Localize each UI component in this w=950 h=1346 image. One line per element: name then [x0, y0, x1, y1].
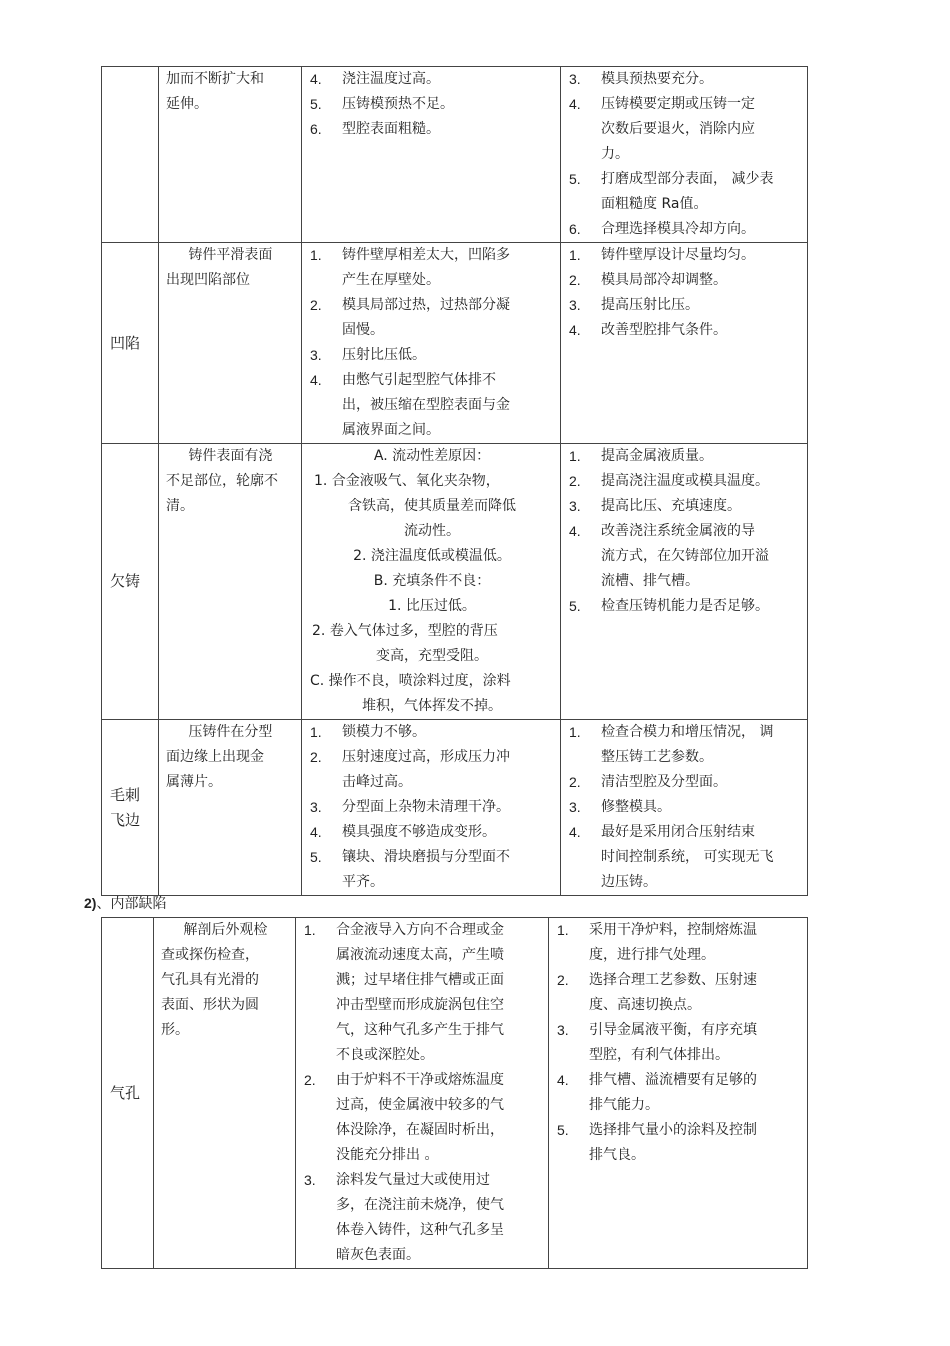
item-number: 5.: [569, 171, 581, 187]
item-number: 1.: [304, 922, 316, 938]
list-item: [310, 368, 554, 443]
list-item: [569, 820, 801, 895]
causes-line: 1. 比压过低。: [388, 598, 476, 614]
defect-description: [154, 918, 295, 1043]
item-line: 边压铸。: [601, 874, 657, 890]
causes-cell: [302, 720, 561, 896]
list-item: [569, 469, 801, 494]
list-item: [310, 343, 554, 368]
item-text: [342, 720, 554, 745]
solutions-cell: [561, 243, 808, 444]
item-line: 气，这种气孔多产生于排气: [336, 1022, 504, 1038]
item-number: 3.: [310, 347, 322, 363]
item-line: 模具强度不够造成变形。: [342, 824, 496, 840]
item-number: 1.: [310, 247, 322, 263]
item-line: 模具局部过热，过热部分凝: [342, 297, 510, 313]
item-number: 5.: [310, 849, 322, 865]
item-line: 暗灰色表面。: [336, 1247, 420, 1263]
item-text: [336, 1168, 542, 1268]
description-line: 形。: [161, 1022, 189, 1038]
item-text: [589, 968, 801, 1018]
list-item: [310, 820, 554, 845]
item-line: 合金液导入方向不合理或金: [336, 922, 504, 938]
item-line: 不良或深腔处。: [336, 1047, 434, 1063]
item-number: 5.: [557, 1122, 569, 1138]
description-line: 铸件平滑表面: [188, 247, 273, 263]
defect-description-cell: [159, 243, 302, 444]
list-item: [304, 1168, 542, 1268]
list-item: [310, 795, 554, 820]
causes-line: 变高，充型受阻。: [376, 648, 488, 664]
item-line: 体没除净，在凝固时析出，: [336, 1122, 504, 1138]
item-line: 属液界面之间。: [342, 422, 440, 438]
table-row: [102, 243, 808, 444]
numbered-list: [302, 243, 560, 443]
item-line: 由憋气引起型腔气体排不: [342, 372, 496, 388]
item-text: [601, 318, 801, 343]
list-item: [569, 770, 801, 795]
defect-name-cell: [102, 918, 154, 1269]
list-item: [569, 67, 801, 92]
list-item: [569, 494, 801, 519]
item-text: [342, 117, 554, 142]
defect-name: 气孔: [110, 1083, 141, 1102]
defect-description: [159, 67, 301, 117]
description-line: 气孔具有光滑的: [161, 972, 259, 988]
item-number: 3.: [569, 498, 581, 514]
description-line: 不足部位，轮廓不: [166, 473, 278, 489]
item-number: 6.: [569, 221, 581, 237]
item-number: 5.: [310, 96, 322, 112]
item-line: 最好是采用闭合压射结束: [601, 824, 755, 840]
item-text: [342, 67, 554, 92]
solutions-cell: [549, 918, 808, 1269]
item-line: 锁模力不够。: [342, 724, 426, 740]
item-line: 固慢。: [342, 322, 384, 338]
defect-description-cell: [159, 67, 302, 243]
item-text: [342, 368, 554, 443]
item-line: 流方式，在欠铸部位加开溢: [601, 548, 769, 564]
numbered-list: [561, 720, 807, 895]
item-text: [342, 92, 554, 117]
list-item: [310, 845, 554, 895]
item-text: [601, 67, 801, 92]
list-item: [310, 67, 554, 92]
list-item: [304, 918, 542, 1068]
causes-cell: [302, 444, 561, 720]
defect-name: 毛刺: [110, 785, 141, 804]
item-line: 分型面上杂物未清理干净。: [342, 799, 510, 815]
defect-description-cell: [159, 720, 302, 896]
causes-line: 2. 浇注温度低或模温低。: [353, 548, 511, 564]
defect-description-cell: [159, 444, 302, 720]
item-text: [601, 720, 801, 770]
item-text: [342, 795, 554, 820]
item-text: [601, 469, 801, 494]
item-text: [589, 1018, 801, 1068]
list-item: [569, 268, 801, 293]
list-item: [569, 243, 801, 268]
defects-table-internal: [101, 917, 808, 1269]
list-item: [569, 594, 801, 619]
item-number: 3.: [557, 1022, 569, 1038]
item-text: [336, 918, 542, 1068]
item-line: 度、高速切换点。: [589, 997, 701, 1013]
item-line: 模具预热要充分。: [601, 71, 713, 87]
item-number: 2.: [569, 774, 581, 790]
item-line: 体卷入铸件，这种气孔多呈: [336, 1222, 504, 1238]
item-text: [589, 918, 801, 968]
item-number: 4.: [557, 1072, 569, 1088]
causes-text: [302, 444, 560, 719]
item-text: [601, 217, 801, 242]
item-text: [601, 293, 801, 318]
item-line: 选择排气量小的涂料及控制: [589, 1122, 757, 1138]
numbered-list: [549, 918, 807, 1168]
item-text: [601, 820, 801, 895]
item-number: 2.: [310, 749, 322, 765]
list-item: [557, 968, 801, 1018]
defect-name-cell: [102, 67, 159, 243]
item-text: [601, 243, 801, 268]
defect-name: 凹陷: [110, 333, 141, 352]
list-item: [310, 117, 554, 142]
item-number: 1.: [569, 247, 581, 263]
list-item: [310, 92, 554, 117]
description-line: 加而不断扩大和: [166, 71, 264, 87]
item-number: 1.: [310, 724, 322, 740]
item-line: 溅；过早堵住排气槽或正面: [336, 972, 504, 988]
item-text: [601, 494, 801, 519]
item-line: 检查压铸机能力是否足够。: [601, 598, 769, 614]
item-line: 排气良。: [589, 1147, 645, 1163]
item-number: 3.: [310, 799, 322, 815]
list-item: [557, 918, 801, 968]
description-line: 清。: [166, 498, 194, 514]
list-item: [569, 92, 801, 167]
item-text: [601, 594, 801, 619]
item-line: 涂料发气量过大或使用过: [336, 1172, 490, 1188]
item-line: 出，被压缩在型腔表面与金: [342, 397, 510, 413]
causes-cell: [296, 918, 549, 1269]
numbered-list: [561, 444, 807, 619]
item-line: 面粗糙度 Ra值。: [601, 196, 708, 212]
item-line: 采用干净炉料，控制熔炼温: [589, 922, 757, 938]
item-number: 2.: [569, 272, 581, 288]
list-item: [569, 720, 801, 770]
item-line: 排气能力。: [589, 1097, 659, 1113]
causes-line: C. 操作不良，喷涂料过度，涂料: [310, 673, 511, 689]
item-number: 2.: [569, 473, 581, 489]
item-text: [601, 167, 801, 217]
defects-table-surface: [101, 66, 808, 896]
description-line: 压铸件在分型: [188, 724, 273, 740]
defect-name: 欠铸: [110, 572, 141, 590]
item-number: 4.: [569, 322, 581, 338]
table-row: [102, 67, 808, 243]
defect-description: [159, 720, 301, 795]
item-number: 3.: [569, 297, 581, 313]
list-item: [557, 1068, 801, 1118]
list-item: [569, 519, 801, 594]
item-line: 选择合理工艺参数、压射速: [589, 972, 757, 988]
causes-line: 流动性。: [404, 523, 460, 539]
item-line: 提高压射比压。: [601, 297, 699, 313]
table-row: [102, 918, 808, 1269]
item-line: 流槽、排气槽。: [601, 573, 699, 589]
item-line: 提高金属液质量。: [601, 448, 713, 464]
item-number: 1.: [569, 448, 581, 464]
item-line: 检查合模力和增压情况， 调: [601, 724, 774, 740]
item-number: 3.: [569, 71, 581, 87]
item-line: 排气槽、溢流槽要有足够的: [589, 1072, 757, 1088]
item-line: 提高浇注温度或模具温度。: [601, 473, 769, 489]
item-number: 4.: [569, 824, 581, 840]
defect-description: [159, 444, 301, 519]
defect-name-cell: [102, 243, 159, 444]
list-item: [569, 167, 801, 217]
list-item: [569, 795, 801, 820]
item-number: 3.: [569, 799, 581, 815]
list-item: [310, 745, 554, 795]
item-number: 4.: [569, 523, 581, 539]
item-number: 2.: [310, 297, 322, 313]
item-line: 属液流动速度太高，产生喷: [336, 947, 504, 963]
item-number: 2.: [304, 1072, 316, 1088]
item-line: 压铸模预热不足。: [342, 96, 454, 112]
item-line: 模具局部冷却调整。: [601, 272, 727, 288]
item-line: 平齐。: [342, 874, 384, 890]
list-item: [569, 217, 801, 242]
numbered-list: [296, 918, 548, 1268]
item-number: 1.: [569, 724, 581, 740]
item-line: 压铸模要定期或压铸一定: [601, 96, 755, 112]
table-row: [102, 444, 808, 720]
item-line: 度，进行排气处理。: [589, 947, 715, 963]
defect-name: 飞边: [110, 810, 141, 829]
item-number: 4.: [310, 372, 322, 388]
description-line: 属薄片。: [166, 774, 222, 790]
item-line: 整压铸工艺参数。: [601, 749, 713, 765]
table-row: [102, 720, 808, 896]
item-line: 没能充分排出 。: [336, 1147, 439, 1163]
item-text: [342, 845, 554, 895]
item-line: 改善型腔排气条件。: [601, 322, 727, 338]
causes-line: A. 流动性差原因：: [373, 448, 491, 464]
item-text: [601, 770, 801, 795]
item-line: 清洁型腔及分型面。: [601, 774, 727, 790]
description-line: 查或探伤检查，: [161, 947, 259, 963]
list-item: [569, 318, 801, 343]
defect-description: [159, 243, 301, 293]
numbered-list: [302, 720, 560, 895]
solutions-cell: [561, 67, 808, 243]
causes-line: 含铁高，使其质量差而降低: [348, 498, 516, 514]
section-heading-internal-defects: [84, 893, 166, 913]
description-line: 解剖后外观检: [183, 922, 268, 938]
list-item: [310, 720, 554, 745]
defect-name-cell: [102, 444, 159, 720]
item-text: [342, 243, 554, 293]
item-line: 型腔，有利气体排出。: [589, 1047, 729, 1063]
item-line: 由于炉料不干净或熔炼温度: [336, 1072, 504, 1088]
item-text: [342, 745, 554, 795]
item-line: 浇注温度过高。: [342, 71, 440, 87]
description-line: 出现凹陷部位: [166, 272, 250, 288]
item-text: [601, 519, 801, 594]
item-line: 击峰过高。: [342, 774, 412, 790]
item-text: [342, 293, 554, 343]
causes-cell: [302, 243, 561, 444]
section-title: 、内部缺陷: [96, 896, 167, 912]
item-line: 合理选择模具冷却方向。: [601, 221, 755, 237]
causes-line: 1. 合金液吸气、氧化夹杂物，: [314, 473, 500, 489]
defect-name-cell: [102, 720, 159, 896]
item-line: 冲击型壁而形成旋涡包住空: [336, 997, 504, 1013]
item-text: [342, 820, 554, 845]
description-line: 面边缘上出现金: [166, 749, 264, 765]
item-text: [601, 92, 801, 167]
defect-description-cell: [154, 918, 296, 1269]
item-number: 6.: [310, 121, 322, 137]
numbered-list: [561, 67, 807, 242]
item-number: 4.: [310, 71, 322, 87]
item-line: 力。: [601, 146, 629, 162]
description-line: 表面、形状为圆: [161, 997, 259, 1013]
solutions-cell: [561, 444, 808, 720]
numbered-list: [561, 243, 807, 343]
item-line: 过高，使金属液中较多的气: [336, 1097, 504, 1113]
item-text: [336, 1068, 542, 1168]
item-text: [601, 444, 801, 469]
item-line: 打磨成型部分表面， 减少表: [601, 171, 774, 187]
solutions-cell: [561, 720, 808, 896]
item-line: 时间控制系统， 可实现无飞: [601, 849, 774, 865]
item-number: 4.: [569, 96, 581, 112]
item-line: 铸件壁厚设计尽量均匀。: [601, 247, 755, 263]
list-item: [557, 1018, 801, 1068]
description-line: 铸件表面有浇: [188, 448, 273, 464]
item-text: [601, 268, 801, 293]
item-text: [601, 795, 801, 820]
item-line: 提高比压、充填速度。: [601, 498, 741, 514]
list-item: [569, 293, 801, 318]
item-line: 改善浇注系统金属液的导: [601, 523, 755, 539]
item-number: 2.: [557, 972, 569, 988]
item-line: 修整模具。: [601, 799, 671, 815]
item-text: [342, 343, 554, 368]
item-number: 5.: [569, 598, 581, 614]
item-line: 型腔表面粗糙。: [342, 121, 440, 137]
item-line: 产生在厚壁处。: [342, 272, 440, 288]
description-line: 延伸。: [166, 96, 208, 112]
item-line: 压射速度过高，形成压力冲: [342, 749, 510, 765]
list-item: [557, 1118, 801, 1168]
item-number: 4.: [310, 824, 322, 840]
causes-line: B. 充填条件不良：: [373, 573, 491, 589]
causes-cell: [302, 67, 561, 243]
item-number: 1.: [557, 922, 569, 938]
item-line: 多，在浇注前未烧净，使气: [336, 1197, 504, 1213]
item-line: 镶块、滑块磨损与分型面不: [342, 849, 510, 865]
item-text: [589, 1068, 801, 1118]
causes-line: 堆积，气体挥发不掉。: [362, 698, 502, 714]
list-item: [569, 444, 801, 469]
item-line: 铸件壁厚相差太大，凹陷多: [342, 247, 510, 263]
item-line: 次数后要退火，消除内应: [601, 121, 755, 137]
list-item: [310, 243, 554, 293]
item-number: 3.: [304, 1172, 316, 1188]
numbered-list: [302, 67, 560, 142]
causes-line: 2. 卷入气体过多，型腔的背压: [312, 623, 498, 639]
item-text: [589, 1118, 801, 1168]
list-item: [304, 1068, 542, 1168]
section-number: 2): [84, 895, 97, 911]
item-line: 引导金属液平衡，有序充填: [589, 1022, 757, 1038]
list-item: [310, 293, 554, 343]
item-line: 压射比压低。: [342, 347, 426, 363]
